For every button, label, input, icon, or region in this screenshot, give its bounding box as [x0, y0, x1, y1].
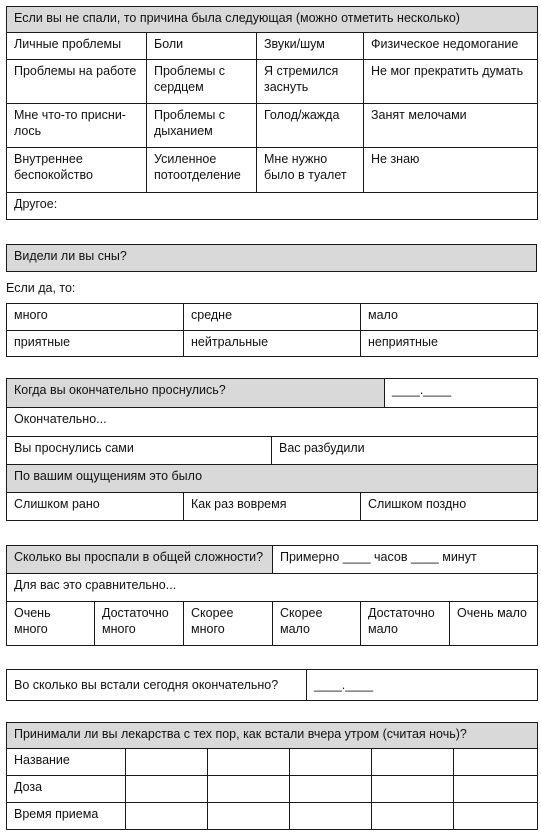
- reason-option[interactable]: Проблемы с сердцем: [147, 60, 257, 104]
- medication-cell[interactable]: [372, 803, 454, 830]
- woken-option[interactable]: Вас разбудили: [272, 437, 538, 465]
- total-sleep-table: [6, 545, 538, 646]
- medication-question: Принимали ли вы лекарства с тех пор, как встали вчера утром (считая ночь)?: [7, 723, 538, 749]
- dreams-if-yes-label: Если да, то:: [6, 281, 76, 295]
- medication-cell[interactable]: [454, 803, 538, 830]
- reason-option[interactable]: Не знаю: [364, 148, 538, 193]
- reason-other-field[interactable]: Другое:: [7, 193, 538, 220]
- medication-cell[interactable]: [208, 749, 290, 776]
- reason-option[interactable]: Мне что-то присни-лось: [7, 104, 147, 148]
- reason-option[interactable]: Звуки/шум: [257, 33, 364, 60]
- medication-cell[interactable]: [208, 776, 290, 803]
- reason-option[interactable]: Я стремился заснуть: [257, 60, 364, 104]
- reason-option[interactable]: Не мог прекратить думать: [364, 60, 538, 104]
- medication-cell[interactable]: [454, 776, 538, 803]
- sleep-amount-option[interactable]: Скорее много: [184, 602, 273, 646]
- sleep-amount-option[interactable]: Скорее мало: [273, 602, 361, 646]
- got-up-question: Во сколько вы встали сегодня окончательно?: [7, 670, 307, 701]
- reason-option[interactable]: Боли: [147, 33, 257, 60]
- wakeup-finally-label: Окончательно...: [7, 408, 538, 437]
- medication-cell[interactable]: [126, 776, 208, 803]
- reason-option[interactable]: Занят мелочами: [364, 104, 538, 148]
- sleep-amount-option[interactable]: Достаточно мало: [361, 602, 450, 646]
- sleep-reason-table: [6, 6, 538, 220]
- reason-option[interactable]: Личные проблемы: [7, 33, 147, 60]
- dreams-options-table: [6, 303, 538, 357]
- wakeup-table: [6, 378, 538, 521]
- dream-amount-option[interactable]: средне: [184, 304, 361, 331]
- medication-name-label: Название: [7, 749, 126, 776]
- medication-cell[interactable]: [454, 749, 538, 776]
- feeling-question: По вашим ощущениям это было: [7, 465, 538, 493]
- reason-option[interactable]: Проблемы с дыханием: [147, 104, 257, 148]
- total-sleep-question: Сколько вы проспали в общей сложности?: [7, 546, 273, 574]
- reason-option[interactable]: Внутреннее беспокойство: [7, 148, 147, 193]
- medication-cell[interactable]: [372, 776, 454, 803]
- got-up-table: [6, 669, 538, 701]
- dream-amount-option[interactable]: много: [7, 304, 184, 331]
- feeling-option[interactable]: Слишком рано: [7, 493, 184, 521]
- dreams-question-table: [6, 244, 537, 272]
- dream-mood-option[interactable]: неприятные: [361, 331, 538, 357]
- got-up-time-field[interactable]: ____.____: [307, 670, 538, 701]
- medication-cell[interactable]: [126, 749, 208, 776]
- dream-mood-option[interactable]: нейтральные: [184, 331, 361, 357]
- medication-cell[interactable]: [290, 803, 372, 830]
- dream-mood-option[interactable]: приятные: [7, 331, 184, 357]
- sleep-amount-option[interactable]: Очень мало: [450, 602, 538, 646]
- medication-cell[interactable]: [290, 749, 372, 776]
- medication-table: [6, 722, 538, 830]
- medication-cell[interactable]: [290, 776, 372, 803]
- total-sleep-comparative-label: Для вас это сравнительно...: [7, 574, 538, 602]
- feeling-option[interactable]: Как раз вовремя: [184, 493, 361, 521]
- woke-self-option[interactable]: Вы проснулись сами: [7, 437, 272, 465]
- reason-option[interactable]: Физическое недомогание: [364, 33, 538, 60]
- medication-cell[interactable]: [126, 803, 208, 830]
- reason-option[interactable]: Голод/жажда: [257, 104, 364, 148]
- reason-option[interactable]: Усиленное потоотделение: [147, 148, 257, 193]
- wakeup-question: Когда вы окончательно проснулись?: [7, 379, 385, 408]
- medication-time-label: Время приема: [7, 803, 126, 830]
- medication-cell[interactable]: [208, 803, 290, 830]
- reason-option[interactable]: Проблемы на работе: [7, 60, 147, 104]
- sleep-amount-option[interactable]: Очень много: [7, 602, 95, 646]
- total-sleep-approx-field[interactable]: Примерно ____ часов ____ минут: [273, 546, 538, 574]
- wakeup-time-field[interactable]: ____.____: [385, 379, 538, 408]
- sleep-reason-header: Если вы не спали, то причина была следующая (можно отметить несколько): [7, 7, 538, 33]
- medication-cell[interactable]: [372, 749, 454, 776]
- feeling-option[interactable]: Слишком поздно: [361, 493, 538, 521]
- reason-option[interactable]: Мне нужно было в туалет: [257, 148, 364, 193]
- dreams-question: Видели ли вы сны?: [7, 245, 537, 272]
- sleep-amount-option[interactable]: Достаточно много: [95, 602, 184, 646]
- dream-amount-option[interactable]: мало: [361, 304, 538, 331]
- medication-dose-label: Доза: [7, 776, 126, 803]
